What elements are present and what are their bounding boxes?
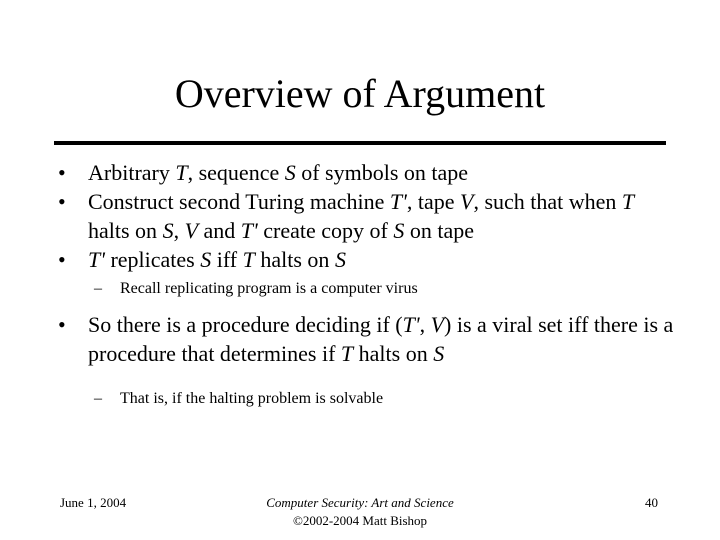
slide-body — [54, 158, 674, 410]
dash-icon: – — [94, 280, 102, 297]
bullet-icon: • — [58, 189, 66, 214]
sub-bullet-1: – Recall replicating program is a computer virus — [54, 278, 674, 300]
footer-date: June 1, 2004 — [60, 495, 127, 510]
bullet-icon: • — [58, 312, 66, 337]
page-number: 40 — [645, 495, 658, 510]
bullet-1: • Arbitrary T, sequence S of symbols on tape — [58, 160, 469, 185]
title-divider — [54, 141, 666, 145]
footer-copyright: ©2002-2004 Matt Bishop — [292, 513, 428, 528]
bullet-2: • Construct second Turing machine T', tape V, such that when T halts on S, V and T' create copy of S on tape — [58, 189, 635, 243]
sub-bullet-2: – That is, if the halting problem is solvable — [54, 388, 674, 410]
footer-course: Computer Security: Art and Science — [266, 495, 454, 510]
footer-credits — [200, 494, 520, 530]
bullet-4: • So there is a procedure deciding if (T', V) is a viral set iff there is a procedure that determines if T halts on S — [58, 312, 674, 366]
bullet-3: • T' replicates S iff T halts on S — [58, 247, 346, 272]
bullet-icon: • — [58, 247, 66, 272]
slide-title: Overview of Argument — [174, 71, 546, 116]
bullet-icon: • — [58, 160, 66, 185]
dash-icon: – — [94, 390, 102, 407]
spacer — [54, 368, 674, 388]
spacer — [54, 300, 674, 310]
